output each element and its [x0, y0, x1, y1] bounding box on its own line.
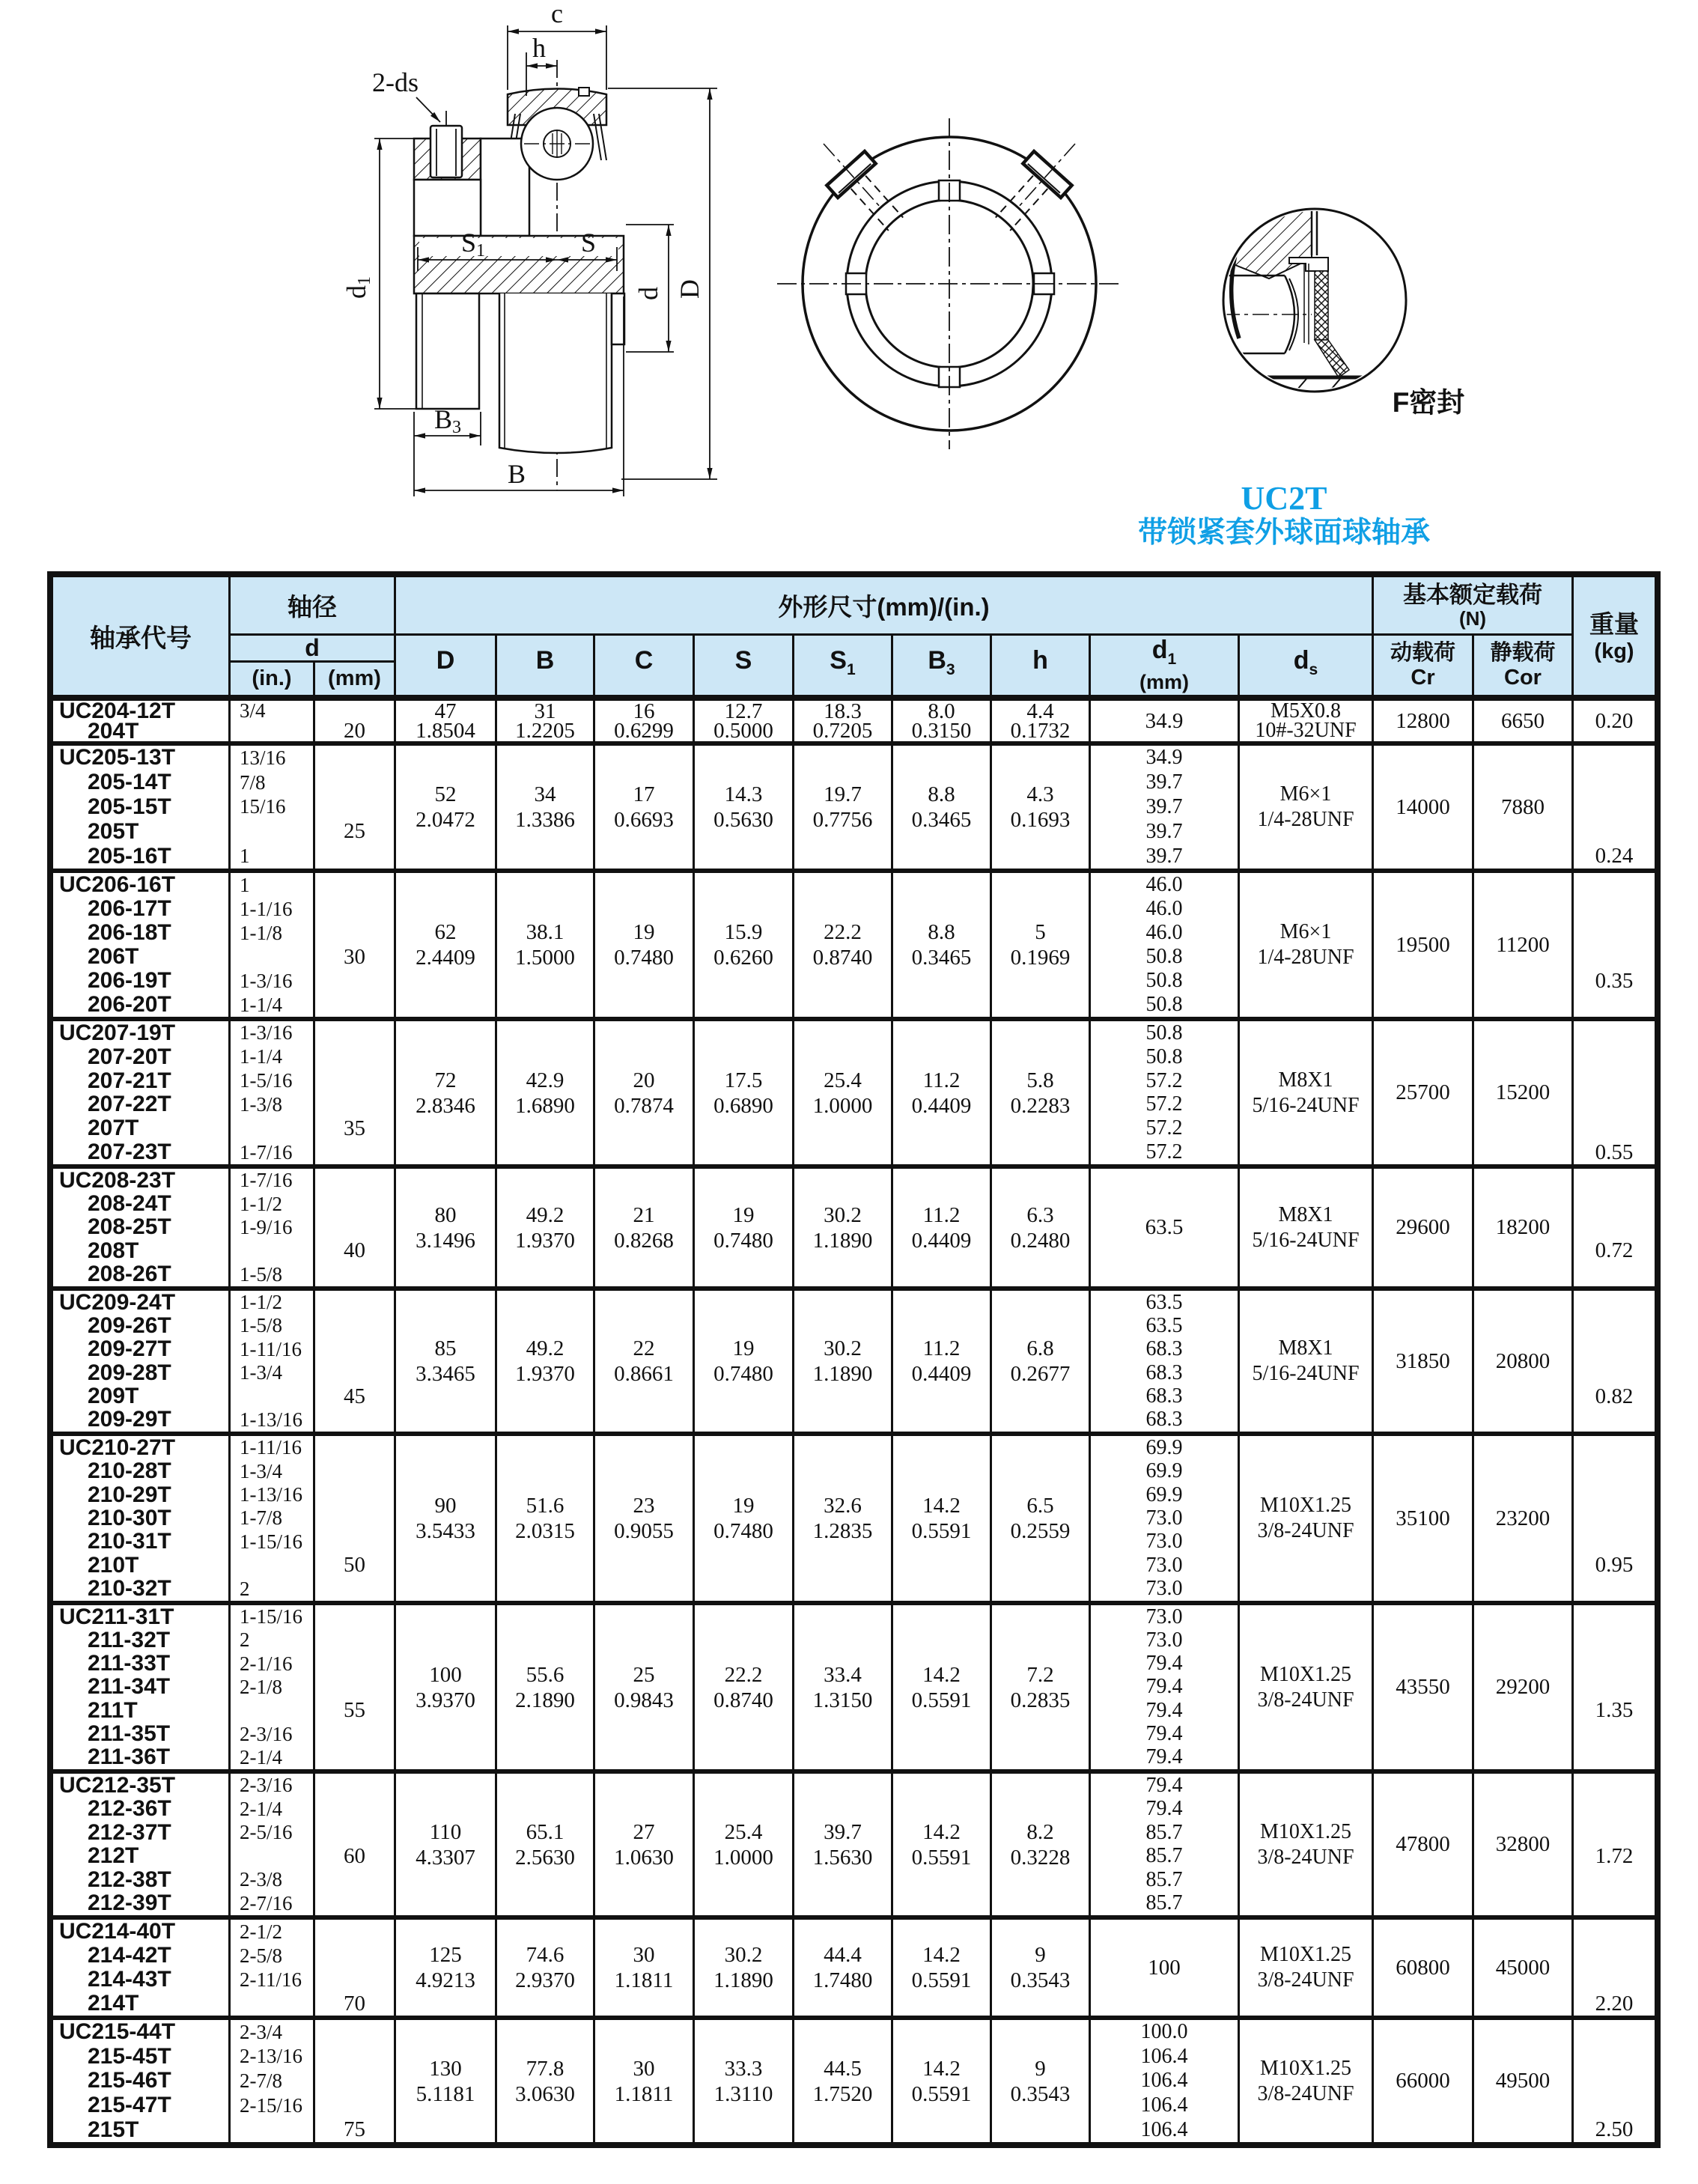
svg-text:d1: d1 [341, 276, 374, 299]
table-row [53, 1436, 1655, 1605]
dim-h-cell: 7.2 0.2835 [992, 1605, 1091, 1769]
svg-text:2-ds: 2-ds [372, 67, 419, 97]
shaft-inch-cell: 2-3/4 2-13/16 2-7/8 2-15/16 [231, 2020, 315, 2142]
header-dynamic-load [1374, 636, 1474, 695]
shaft-inch-cell: 2-3/16 2-1/4 2-5/16 2-3/8 2-7/16 [231, 1774, 315, 1915]
dynamic-load-cell: 31850 [1374, 1291, 1474, 1432]
table-header [53, 577, 1655, 701]
table-row [53, 1605, 1655, 1774]
dynamic-load-cell: 19500 [1374, 873, 1474, 1017]
header-dim-B3: $B_3$ [893, 636, 992, 695]
dim-d1-cell: 79.4 79.4 85.7 85.7 85.7 85.7 [1091, 1774, 1240, 1915]
weight-cell: 0.82 [1595, 1384, 1634, 1408]
dim-B-cell: 42.9 1.6890 [497, 1021, 595, 1164]
dim-B3-cell: 11.2 0.4409 [893, 1291, 992, 1432]
bearing-code-cell: UC214-40T 214-42T 214-43T 214T [53, 1920, 231, 2016]
dim-h-cell: 8.2 0.3228 [992, 1774, 1091, 1915]
header-rated-load [1374, 577, 1574, 636]
shaft-inch-cell: 1 1-1/16 1-1/8 1-3/16 1-1/4 [231, 873, 315, 1017]
dim-S1-cell: 33.4 1.3150 [794, 1605, 893, 1769]
dim-S-cell: 19 0.7480 [695, 1169, 794, 1286]
dim-S1-cell: 30.2 1.1890 [794, 1169, 893, 1286]
shaft-mm-cell: 45 [315, 1291, 396, 1432]
static-load-cell: 11200 [1474, 873, 1574, 1017]
shaft-inch-cell: 1-7/16 1-1/2 1-9/16 1-5/8 [231, 1169, 315, 1286]
dim-S1-cell: 44.4 1.7480 [794, 1920, 893, 2016]
header-shaft-diameter: 轴径 [231, 577, 396, 636]
dim-S-cell: 12.7 0.5000 [695, 701, 794, 741]
dim-C-cell: 30 1.1811 [595, 1920, 695, 2016]
dim-B3-cell: 14.2 0.5591 [893, 1920, 992, 2016]
dim-d1-cell: 46.0 46.0 46.0 50.8 50.8 50.8 [1091, 873, 1240, 1017]
shaft-mm-cell: 30 [315, 873, 396, 1017]
rated-load-unit: (N) [1458, 606, 1487, 630]
dim-D-cell: 125 4.9213 [396, 1920, 497, 2016]
dim-ds-cell: M6×1 1/4-28UNF [1240, 746, 1374, 869]
dim-C-cell: 25 0.9843 [595, 1605, 695, 1769]
shaft-mm-cell: 20 [315, 701, 396, 741]
shaft-inch-cell: 2-1/2 2-5/8 2-11/16 [231, 1920, 315, 2016]
dim-ds-cell: M10X1.25 3/8-24UNF [1240, 1920, 1374, 2016]
shaft-mm-cell: 35 [315, 1021, 396, 1164]
dim-D-cell: 90 3.5433 [396, 1436, 497, 1601]
header-dim-C: C [595, 636, 695, 695]
dim-D-cell: 80 3.1496 [396, 1169, 497, 1286]
dim-d1-cell: 100.0 106.4 106.4 106.4 106.4 [1091, 2020, 1240, 2142]
section-view-drawing [341, 0, 717, 496]
dim-ds-cell: M8X1 5/16-24UNF [1240, 1169, 1374, 1286]
dim-C-cell: 27 1.0630 [595, 1774, 695, 1915]
bearing-code-cell: UC205-13T 205-14T 205-15T 205T 205-16T [53, 746, 231, 869]
bearing-code-cell: UC204-12T 204T [53, 701, 231, 741]
dim-D-cell: 130 5.1181 [396, 2020, 497, 2142]
dim-S1-cell: 22.2 0.8740 [794, 873, 893, 1017]
svg-text:B: B [507, 459, 526, 489]
shaft-inch-cell: 13/16 7/8 15/16 1 [231, 746, 315, 869]
dim-S1-cell: 19.7 0.7756 [794, 746, 893, 869]
static-load-cell: 49500 [1474, 2020, 1574, 2142]
dim-S-cell: 25.4 1.0000 [695, 1774, 794, 1915]
dim-C-cell: 21 0.8268 [595, 1169, 695, 1286]
shaft-inch-cell: 1-3/16 1-1/4 1-5/16 1-3/8 1-7/16 [231, 1021, 315, 1164]
dim-B-cell: 38.1 1.5000 [497, 873, 595, 1017]
table-row [53, 1920, 1655, 2020]
dim-d1-cell: 34.9 [1091, 701, 1240, 741]
header-mm: (mm) [315, 663, 396, 695]
svg-text:S: S [580, 228, 597, 258]
dynamic-load-cell: 47800 [1374, 1774, 1474, 1915]
dim-B-cell: 65.1 2.5630 [497, 1774, 595, 1915]
bearing-code-cell: UC211-31T 211-32T 211-33T 211-34T 211T 211-35T 211-36T [53, 1605, 231, 1769]
weight-cell: 0.72 [1595, 1238, 1634, 1263]
bearing-code-cell: UC210-27T 210-28T 210-29T 210-30T 210-31T 210T 210-32T [53, 1436, 231, 1601]
dim-S-cell: 14.3 0.5630 [695, 746, 794, 869]
dim-S1-cell: 39.7 1.5630 [794, 1774, 893, 1915]
page-title [1123, 481, 1445, 550]
seal-detail-drawing [1223, 209, 1464, 418]
header-weight [1574, 577, 1655, 695]
dynamic-load-cell: 14000 [1374, 746, 1474, 869]
dim-C-cell: 20 0.7874 [595, 1021, 695, 1164]
weight-cell: 0.55 [1595, 1140, 1634, 1164]
bearing-code-cell: UC207-19T 207-20T 207-21T 207-22T 207T 207-23T [53, 1021, 231, 1164]
dim-D-cell: 72 2.8346 [396, 1021, 497, 1164]
static-load-cell: 7880 [1474, 746, 1574, 869]
dim-S-cell: 15.9 0.6260 [695, 873, 794, 1017]
static-load-cell: 6650 [1474, 701, 1574, 741]
dim-B-cell: 51.6 2.0315 [497, 1436, 595, 1601]
svg-text:F密封: F密封 [1392, 387, 1465, 418]
weight-label: 重量 [1589, 609, 1639, 638]
header-dim-h: h [992, 636, 1091, 695]
front-view-drawing [777, 118, 1122, 449]
dim-S-cell: 17.5 0.6890 [695, 1021, 794, 1164]
shaft-mm-cell: 50 [315, 1436, 396, 1601]
dim-ds-cell: M8X1 5/16-24UNF [1240, 1021, 1374, 1164]
header-dim-S1: $S_1$ [794, 636, 893, 695]
bearing-spec-table [47, 571, 1661, 2148]
dim-ds-cell: M8X1 5/16-24UNF [1240, 1291, 1374, 1432]
dim-C-cell: 30 1.1811 [595, 2020, 695, 2142]
dynamic-load-cell: 29600 [1374, 1169, 1474, 1286]
bearing-code-cell: UC215-44T 215-45T 215-46T 215-47T 215T [53, 2020, 231, 2142]
dim-B3-cell: 14.2 0.5591 [893, 2020, 992, 2142]
table-row [53, 1021, 1655, 1169]
dim-S1-cell: 44.5 1.7520 [794, 2020, 893, 2142]
weight-cell: 2.50 [1595, 2117, 1634, 2142]
dim-h-cell: 6.5 0.2559 [992, 1436, 1091, 1601]
dim-d1-cell: 63.5 63.5 68.3 68.3 68.3 68.3 [1091, 1291, 1240, 1432]
dim-S1-cell: 18.3 0.7205 [794, 701, 893, 741]
dim-ds-cell: M10X1.25 3/8-24UNF [1240, 1774, 1374, 1915]
bearing-code-cell: UC209-24T 209-26T 209-27T 209-28T 209T 209-29T [53, 1291, 231, 1432]
dim-h-cell: 9 0.3543 [992, 2020, 1091, 2142]
dynamic-load-cell: 12800 [1374, 701, 1474, 741]
dynamic-load-label: 动载荷 [1390, 640, 1455, 665]
weight-cell: 1.72 [1595, 1843, 1634, 1868]
dim-B3-cell: 14.2 0.5591 [893, 1774, 992, 1915]
dim-d1-cell: 69.9 69.9 69.9 73.0 73.0 73.0 73.0 [1091, 1436, 1240, 1601]
dim-B-cell: 34 1.3386 [497, 746, 595, 869]
dim-B-cell: 77.8 3.0630 [497, 2020, 595, 2142]
static-load-label: 静载荷 [1490, 640, 1556, 665]
shaft-inch-cell: 1-11/16 1-3/4 1-13/16 1-7/8 1-15/16 2 [231, 1436, 315, 1601]
shaft-inch-cell: 3/4 [231, 701, 315, 741]
dim-C-cell: 17 0.6693 [595, 746, 695, 869]
weight-cell: 0.35 [1595, 968, 1634, 993]
svg-text:B3: B3 [433, 404, 462, 437]
svg-text:d: d [633, 287, 663, 300]
dim-B-cell: 55.6 2.1890 [497, 1605, 595, 1769]
dim-h-cell: 6.3 0.2480 [992, 1169, 1091, 1286]
dim-B-cell: 74.6 2.9370 [497, 1920, 595, 2016]
shaft-inch-cell: 1-1/2 1-5/8 1-11/16 1-3/4 1-13/16 [231, 1291, 315, 1432]
dim-S-cell: 19 0.7480 [695, 1436, 794, 1601]
static-load-cell: 32800 [1474, 1774, 1574, 1915]
dim-B-cell: 31 1.2205 [497, 701, 595, 741]
dim-h-cell: 9 0.3543 [992, 1920, 1091, 2016]
header-dim-D: D [396, 636, 497, 695]
dim-S1-cell: 32.6 1.2835 [794, 1436, 893, 1601]
dim-D-cell: 52 2.0472 [396, 746, 497, 869]
bearing-code-cell: UC208-23T 208-24T 208-25T 208T 208-26T [53, 1169, 231, 1286]
series-name: 带锁紧套外球面球轴承 [1137, 517, 1430, 549]
table-row [53, 873, 1655, 1021]
shaft-mm-cell: 55 [315, 1605, 396, 1769]
bearing-code-cell: UC212-35T 212-36T 212-37T 212T 212-38T 212-39T [53, 1774, 231, 1915]
shaft-mm-cell: 40 [315, 1169, 396, 1286]
dim-S1-cell: 25.4 1.0000 [794, 1021, 893, 1164]
svg-text:h: h [532, 33, 546, 63]
static-load-cell: 18200 [1474, 1169, 1574, 1286]
dim-D-cell: 62 2.4409 [396, 873, 497, 1017]
weight-cell: 0.95 [1595, 1553, 1634, 1578]
svg-text:S1: S1 [460, 228, 486, 261]
header-dim-B: B [497, 636, 595, 695]
dynamic-load-symbol: Cr [1411, 665, 1435, 690]
static-load-cell: 45000 [1474, 1920, 1574, 2016]
table-row [53, 1774, 1655, 1920]
svg-text:c: c [551, 0, 563, 28]
dim-d1-cell: 73.0 73.0 79.4 79.4 79.4 79.4 79.4 [1091, 1605, 1240, 1769]
dynamic-load-cell: 66000 [1374, 2020, 1474, 2142]
dim-ds-cell: M10X1.25 3/8-24UNF [1240, 1436, 1374, 1601]
dim-C-cell: 19 0.7480 [595, 873, 695, 1017]
dim-B-cell: 49.2 1.9370 [497, 1169, 595, 1286]
header-d: d [231, 636, 396, 663]
table-row [53, 1169, 1655, 1291]
header-dim-ds: $d_s$ [1240, 636, 1374, 695]
dim-B-cell: 49.2 1.9370 [497, 1291, 595, 1432]
weight-cell: 2.20 [1595, 1991, 1634, 2016]
header-dimensions: 外形尺寸(mm)/(in.) [396, 577, 1374, 636]
rated-load-label: 基本额定载荷 [1403, 581, 1542, 608]
dim-S-cell: 22.2 0.8740 [695, 1605, 794, 1769]
dynamic-load-cell: 43550 [1374, 1605, 1474, 1769]
static-load-cell: 29200 [1474, 1605, 1574, 1769]
dim-d1-cell: 100 [1091, 1920, 1240, 2016]
dim-S1-cell: 30.2 1.1890 [794, 1291, 893, 1432]
static-load-cell: 20800 [1474, 1291, 1574, 1432]
dim-ds-cell: M10X1.25 3/8-24UNF [1240, 1605, 1374, 1769]
static-load-cell: 15200 [1474, 1021, 1574, 1164]
dim-d1-cell: 50.8 50.8 57.2 57.2 57.2 57.2 [1091, 1021, 1240, 1164]
static-load-cell: 23200 [1474, 1436, 1574, 1601]
header-inch: (in.) [231, 663, 315, 695]
dim-B3-cell: 8.8 0.3465 [893, 746, 992, 869]
dim-S-cell: 33.3 1.3110 [695, 2020, 794, 2142]
dim-D-cell: 110 4.3307 [396, 1774, 497, 1915]
dim-D-cell: 100 3.9370 [396, 1605, 497, 1769]
shaft-mm-cell: 70 [315, 1920, 396, 2016]
table-row [53, 746, 1655, 873]
static-load-symbol: Cor [1504, 665, 1542, 690]
dim-h-cell: 5.8 0.2283 [992, 1021, 1091, 1164]
dim-S-cell: 19 0.7480 [695, 1291, 794, 1432]
header-dim-S: S [695, 636, 794, 695]
dim-B3-cell: 8.8 0.3465 [893, 873, 992, 1017]
dim-ds-cell: M10X1.25 3/8-24UNF [1240, 2020, 1374, 2142]
dim-h-cell: 6.8 0.2677 [992, 1291, 1091, 1432]
dim-D-cell: 85 3.3465 [396, 1291, 497, 1432]
dim-B3-cell: 11.2 0.4409 [893, 1169, 992, 1286]
dynamic-load-cell: 60800 [1374, 1920, 1474, 2016]
table-row [53, 701, 1655, 746]
table-body [53, 701, 1655, 2142]
table-row [53, 1291, 1655, 1436]
dim-B3-cell: 14.2 0.5591 [893, 1605, 992, 1769]
bearing-code-cell: UC206-16T 206-17T 206-18T 206T 206-19T 206-20T [53, 873, 231, 1017]
dim-d1-cell: 34.9 39.7 39.7 39.7 39.7 [1091, 746, 1240, 869]
dim-C-cell: 16 0.6299 [595, 701, 695, 741]
dim-S-cell: 30.2 1.1890 [695, 1920, 794, 2016]
series-code: UC2T [1241, 480, 1327, 517]
dim-h-cell: 4.3 0.1693 [992, 746, 1091, 869]
dynamic-load-cell: 35100 [1374, 1436, 1474, 1601]
dim-h-cell: 5 0.1969 [992, 873, 1091, 1017]
dynamic-load-cell: 25700 [1374, 1021, 1474, 1164]
table-row [53, 2020, 1655, 2142]
header-static-load [1474, 636, 1574, 695]
svg-text:D: D [675, 279, 705, 299]
shaft-mm-cell: 60 [315, 1774, 396, 1915]
weight-cell: 0.20 [1595, 708, 1634, 733]
weight-cell: 1.35 [1595, 1698, 1634, 1723]
dim-ds-cell: M5X0.8 10#-32UNF [1240, 701, 1374, 741]
dim-B3-cell: 8.0 0.3150 [893, 701, 992, 741]
dim-C-cell: 23 0.9055 [595, 1436, 695, 1601]
shaft-mm-cell: 75 [315, 2020, 396, 2142]
shaft-inch-cell: 1-15/16 2 2-1/16 2-1/8 2-3/16 2-1/4 [231, 1605, 315, 1769]
shaft-mm-cell: 25 [315, 746, 396, 869]
header-bearing-code: 轴承代号 [53, 577, 231, 695]
dim-B3-cell: 14.2 0.5591 [893, 1436, 992, 1601]
dim-ds-cell: M6×1 1/4-28UNF [1240, 873, 1374, 1017]
weight-unit: (kg) [1594, 639, 1634, 663]
dim-D-cell: 47 1.8504 [396, 701, 497, 741]
dim-B3-cell: 11.2 0.4409 [893, 1021, 992, 1164]
weight-cell: 0.24 [1595, 844, 1634, 869]
dim-h-cell: 4.4 0.1732 [992, 701, 1091, 741]
dim-d1-cell: 63.5 [1091, 1169, 1240, 1286]
dim-C-cell: 22 0.8661 [595, 1291, 695, 1432]
header-dim-d1: $d_1$ (mm) [1091, 636, 1240, 695]
